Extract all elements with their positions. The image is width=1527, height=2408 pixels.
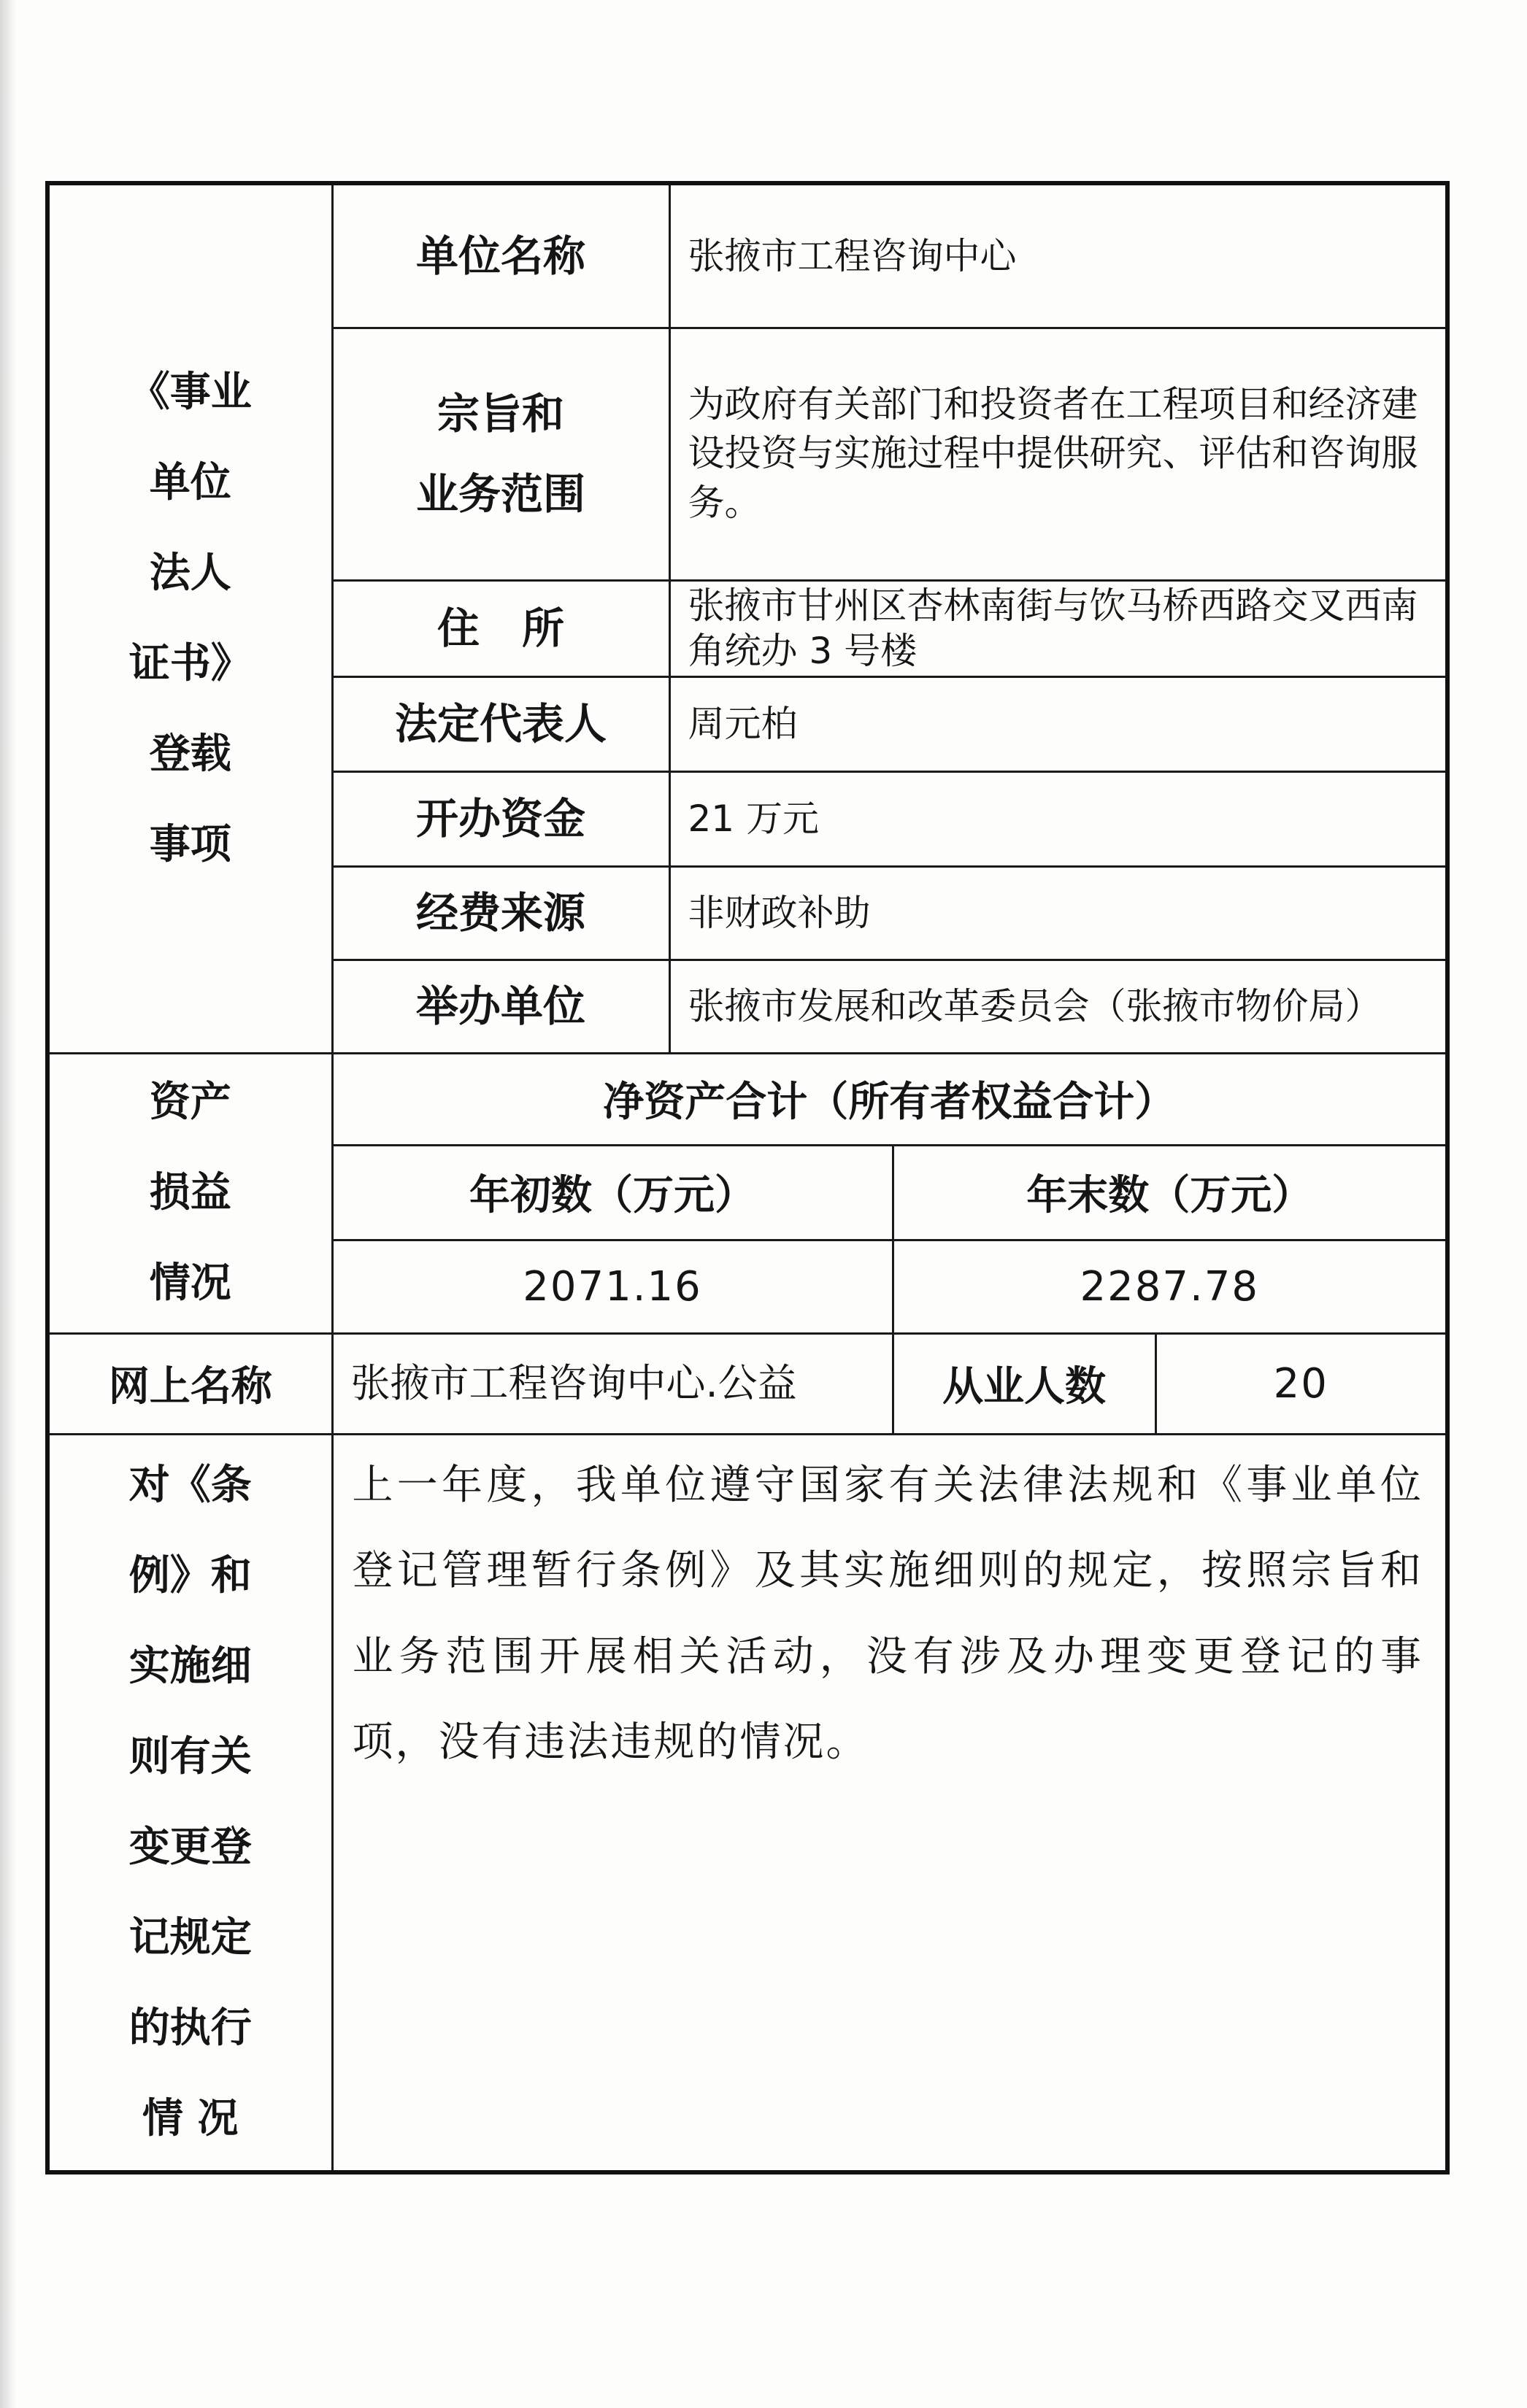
- value-sponsor: 张掖市发展和改革委员会（张掖市物价局）: [669, 960, 1447, 1053]
- value-online-name: 张掖市工程咨询中心.公益: [332, 1333, 893, 1434]
- section-label-line: 损益: [149, 1169, 231, 1216]
- begin-year-value: 2071.16: [332, 1240, 893, 1333]
- section-label-line: 《事业: [128, 368, 252, 416]
- row-assets-header: [47, 1053, 1447, 1145]
- section-label-line: 对《条: [128, 1462, 252, 1510]
- section-label-line: 资产: [149, 1078, 231, 1126]
- row-compliance: [47, 1434, 1447, 2172]
- registration-section-label: [47, 183, 332, 1053]
- value-address: 张掖市甘州区杏林南街与饮马桥西路交叉西南角统办 3 号楼: [669, 580, 1447, 676]
- label-purpose-scope: [332, 328, 669, 580]
- row-unit-name: [47, 183, 1447, 328]
- section-label-line: 的执行: [128, 2004, 252, 2053]
- value-funding-source: 非财政补助: [669, 866, 1447, 960]
- label-legal-rep: 法定代表人: [332, 676, 669, 771]
- section-label-line: 单位: [149, 458, 231, 506]
- row-online-name: [47, 1333, 1447, 1434]
- compliance-statement: 上一年度，我单位遵守国家有关法律法规和《事业单位登记管理暂行条例》及其实施细则的规定，按照宗旨和业务范围开展相关活动，没有涉及办理变更登记的事项，没有违法违规的情况。: [332, 1434, 1447, 2172]
- value-staff-count: 20: [1155, 1333, 1447, 1434]
- section-label-line: 变更登: [128, 1824, 252, 1872]
- label-online-name: 网上名称: [47, 1333, 332, 1434]
- section-label-line: 实施细: [128, 1643, 252, 1691]
- section-label-line: 事项: [149, 820, 231, 868]
- value-unit-name: 张掖市工程咨询中心: [669, 183, 1447, 328]
- page-edge-shadow: [0, 0, 16, 2408]
- label-capital: 开办资金: [332, 771, 669, 866]
- label-unit-name: 单位名称: [332, 183, 669, 328]
- label-funding-source: 经费来源: [332, 866, 669, 960]
- value-capital: 21 万元: [669, 771, 1447, 866]
- section-label-line: 证书》: [128, 639, 252, 687]
- label-staff-count: 从业人数: [893, 1333, 1155, 1434]
- annual-report-form: [45, 181, 1450, 2174]
- section-label-line: 记规定: [128, 1914, 252, 1962]
- begin-year-label: 年初数（万元）: [332, 1145, 893, 1240]
- assets-section-label: [47, 1053, 332, 1333]
- section-label-line: 登载: [149, 730, 231, 778]
- section-label-line: 法人: [149, 549, 231, 597]
- label-purpose-line: 宗旨和: [436, 388, 564, 439]
- net-assets-header: 净资产合计（所有者权益合计）: [332, 1053, 1447, 1145]
- value-legal-rep: 周元柏: [669, 676, 1447, 771]
- label-purpose-line: 业务范围: [415, 469, 585, 519]
- label-address: 住 所: [332, 580, 669, 676]
- end-year-label: 年末数（万元）: [893, 1145, 1447, 1240]
- section-label-line: 情 况: [142, 2095, 239, 2143]
- section-label-line: 例》和: [128, 1552, 252, 1600]
- value-purpose-scope: 为政府有关部门和投资者在工程项目和经济建设投资与实施过程中提供研究、评估和咨询服务。: [669, 328, 1447, 580]
- label-sponsor: 举办单位: [332, 960, 669, 1053]
- compliance-section-label: [47, 1434, 332, 2172]
- section-label-line: 则有关: [128, 1733, 252, 1781]
- section-label-line: 情况: [149, 1259, 231, 1307]
- end-year-value: 2287.78: [893, 1240, 1447, 1333]
